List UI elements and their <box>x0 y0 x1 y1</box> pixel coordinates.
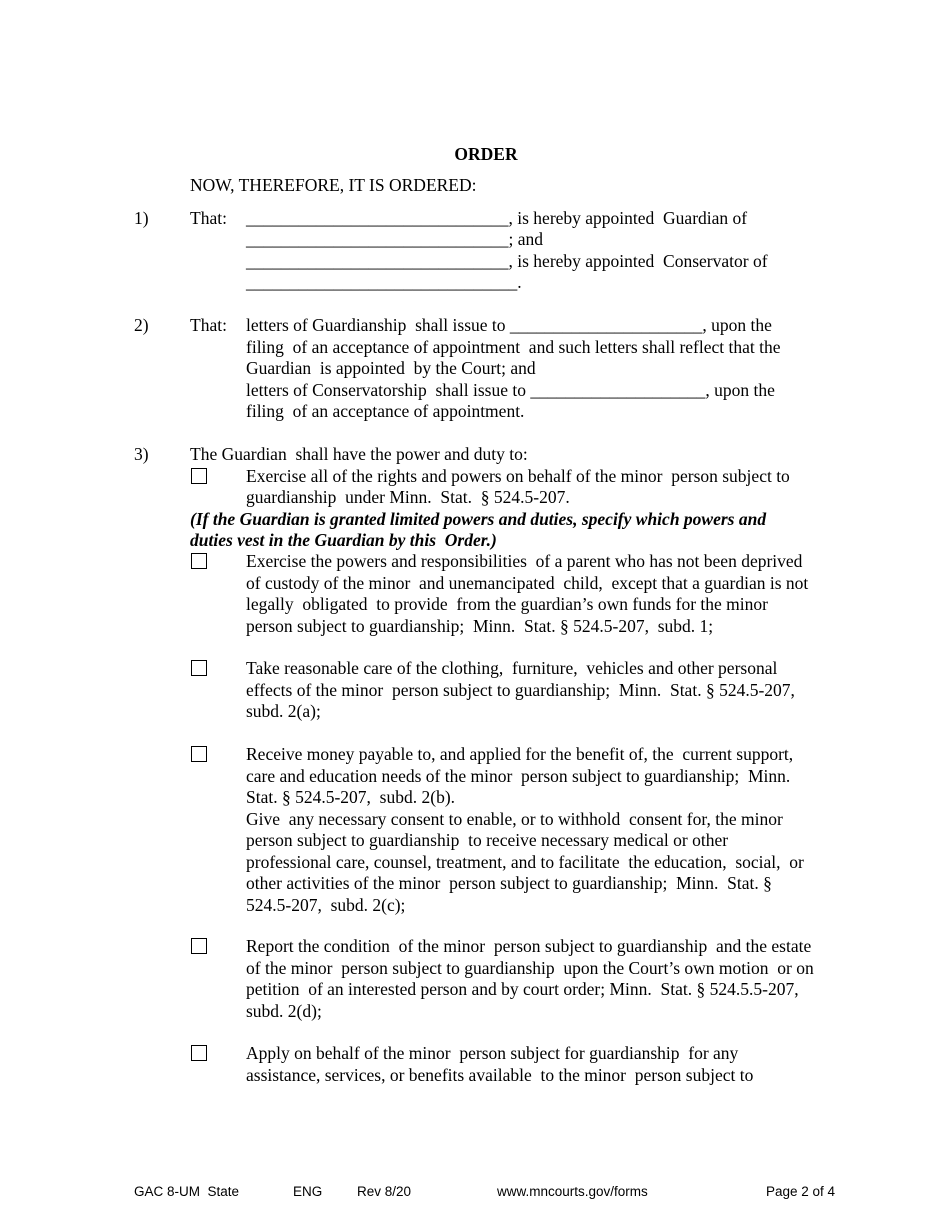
option-text-line: Exercise all of the rights and powers on behalf of the minor person subject to <box>246 466 790 486</box>
option-text-line: 524.5-207, subd. 2(c); <box>246 895 406 915</box>
option-text-line: person subject to guardianship; Minn. Stat. § 524.5-207, subd. 1; <box>246 616 714 636</box>
letters-guardianship-line: letters of Guardianship shall issue to ______________________, upon the <box>246 315 772 335</box>
option-text-line: Apply on behalf of the minor person subject for guardianship for any <box>246 1043 739 1063</box>
personal-effects-checkbox[interactable] <box>191 660 207 676</box>
order-intro: NOW, THEREFORE, IT IS ORDERED: <box>190 175 477 195</box>
footer-language: ENG <box>293 1184 323 1199</box>
item-2-label: That: <box>190 315 227 335</box>
option-text-line: person subject to guardianship to receive necessary medical or other <box>246 830 729 850</box>
limited-powers-instruction: duties vest in the Guardian by this Order.) <box>190 530 497 550</box>
item-1-label: That: <box>190 208 227 228</box>
parent-powers-checkbox[interactable] <box>191 553 207 569</box>
conservator-appointment-line: ______________________________, is hereby appointed Conservator of <box>246 251 768 271</box>
option-text-line: petition of an interested person and by court order; Minn. Stat. § 524.5.5-207, <box>246 979 799 999</box>
apply-benefits-checkbox[interactable] <box>191 1045 207 1061</box>
footer-form-id: GAC 8-UM State <box>134 1184 240 1199</box>
guardian-ward-line: ______________________________; and <box>246 229 544 249</box>
item-2-number: 2) <box>134 315 149 335</box>
item-3-number: 3) <box>134 444 149 464</box>
option-text-line: effects of the minor person subject to guardianship; Minn. Stat. § 524.5-207, <box>246 680 795 700</box>
order-title: ORDER <box>454 144 518 164</box>
guardian-appointment-line: ______________________________, is hereby appointed Guardian of <box>246 208 748 228</box>
letters-conservatorship-line: letters of Conservatorship shall issue to ____________________, upon the <box>246 380 775 400</box>
option-text-line: legally obligated to provide from the guardian’s own funds for the minor <box>246 594 768 614</box>
option-text-line: subd. 2(d); <box>246 1001 322 1021</box>
item-1-number: 1) <box>134 208 149 228</box>
report-condition-checkbox[interactable] <box>191 938 207 954</box>
option-text-line: other activities of the minor person subject to guardianship; Minn. Stat. § <box>246 873 772 893</box>
option-text-line: Report the condition of the minor person subject to guardianship and the estate <box>246 936 812 956</box>
option-text-line: of custody of the minor and unemancipated child, except that a guardian is not <box>246 573 809 593</box>
full-powers-checkbox[interactable] <box>191 468 207 484</box>
option-text-line: Exercise the powers and responsibilities of a parent who has not been deprived <box>246 551 803 571</box>
option-text-line: professional care, counsel, treatment, and to facilitate the education, social, or <box>246 852 804 872</box>
footer-url: www.mncourts.gov/forms <box>497 1184 648 1199</box>
option-text-line: subd. 2(a); <box>246 701 321 721</box>
footer-page-number: Page 2 of 4 <box>766 1184 836 1199</box>
option-text-line: Stat. § 524.5-207, subd. 2(b). <box>246 787 456 807</box>
text-line: Guardian is appointed by the Court; and <box>246 358 536 378</box>
receive-money-checkbox[interactable] <box>191 746 207 762</box>
option-text-line: care and education needs of the minor person subject to guardianship; Minn. <box>246 766 791 786</box>
conservator-ward-line: _______________________________. <box>246 272 522 292</box>
option-text-line: Receive money payable to, and applied for the benefit of, the current support, <box>246 744 794 764</box>
text-line: filing of an acceptance of appointment. <box>246 401 525 421</box>
limited-powers-instruction: (If the Guardian is granted limited powers and duties, specify which powers and <box>190 509 767 529</box>
option-text-line: Give any necessary consent to enable, or to withhold consent for, the minor <box>246 809 783 829</box>
option-text-line: guardianship under Minn. Stat. § 524.5-207. <box>246 487 570 507</box>
option-text-line: Take reasonable care of the clothing, furniture, vehicles and other personal <box>246 658 778 678</box>
option-text-line: of the minor person subject to guardianship upon the Court’s own motion or on <box>246 958 814 978</box>
footer-revision: Rev 8/20 <box>357 1184 412 1199</box>
item-3-intro: The Guardian shall have the power and duty to: <box>190 444 528 464</box>
option-text-line: assistance, services, or benefits available to the minor person subject to <box>246 1065 754 1085</box>
text-line: filing of an acceptance of appointment and such letters shall reflect that the <box>246 337 781 357</box>
